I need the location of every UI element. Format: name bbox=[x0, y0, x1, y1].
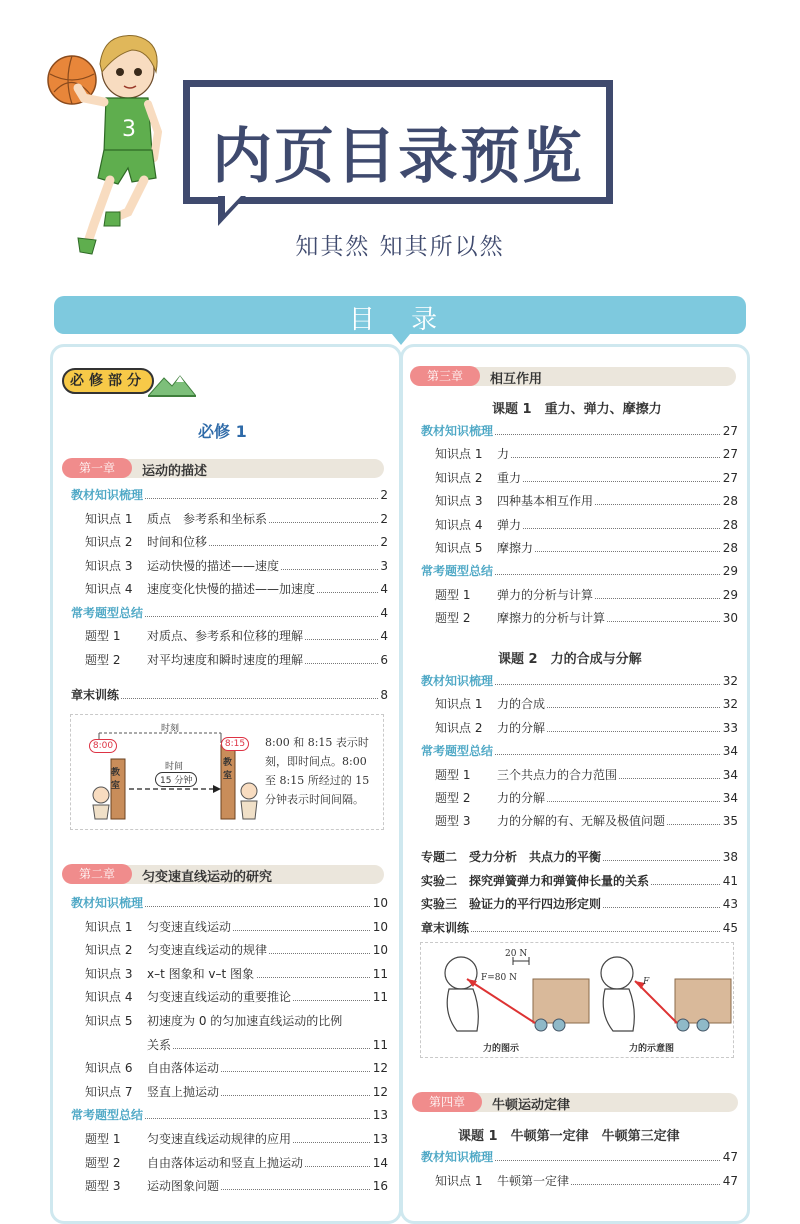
toc-entry-title: 匀变速直线运动的重要推论 bbox=[147, 990, 292, 1005]
toc-entry-label bbox=[435, 586, 595, 604]
toc-entry-label bbox=[421, 848, 603, 866]
speech-tail-inner bbox=[225, 196, 241, 213]
toc-entry-title: 教材知识梳理 bbox=[71, 896, 144, 910]
toc-entry-title: 教材知识梳理 bbox=[71, 488, 144, 502]
toc-entry-title: 运动快慢的描述——速度 bbox=[147, 558, 280, 573]
toc-entry-key: 知识点 4 bbox=[435, 517, 483, 532]
toc-entry-label bbox=[435, 812, 667, 830]
toc-entry-title: 初速度为 0 的匀加速直线运动的比例 bbox=[147, 1014, 343, 1028]
toc-page-number: 13 bbox=[372, 1132, 388, 1146]
force-scale-label: 20 N bbox=[505, 949, 528, 959]
toc-entry[interactable] bbox=[435, 492, 738, 510]
toc-entry-key: 题型 1 bbox=[435, 767, 471, 782]
toc-entry-title: 匀变速直线运动的规律 bbox=[147, 943, 268, 958]
figure-door-a: 教室 bbox=[111, 768, 121, 791]
toc-entry[interactable] bbox=[435, 445, 738, 463]
toc-entry[interactable] bbox=[85, 988, 388, 1006]
toc-entry[interactable] bbox=[85, 580, 388, 598]
toc-entry-title: 弹力的分析与计算 bbox=[497, 587, 594, 602]
toc-entry[interactable] bbox=[435, 586, 738, 604]
toc-entry-title: 实验二 探究弹簧弹力和弹簧伸长量的关系 bbox=[421, 873, 650, 888]
toc-entry-title: 教材知识梳理 bbox=[421, 424, 494, 438]
toc-page-number: 30 bbox=[722, 611, 738, 626]
toc-entry-title: 常考题型总结 bbox=[421, 564, 494, 579]
toc-entry-label bbox=[71, 604, 145, 622]
figure-explanation: 8:00 和 8:15 表示时刻，即时间点。8:00 至 8:15 所经过的 15 分钟表示时间间隔。 bbox=[265, 736, 370, 806]
chapter-name: 运动的描述 bbox=[142, 464, 208, 479]
toc-entry[interactable] bbox=[435, 812, 738, 830]
toc-entry-label bbox=[85, 941, 269, 959]
time-interval-figure bbox=[70, 714, 384, 830]
toc-section-row[interactable] bbox=[71, 894, 388, 912]
toc-entry-title: 关系 bbox=[147, 1037, 172, 1052]
volume-title: 必修 1 bbox=[198, 422, 247, 441]
toc-entry[interactable] bbox=[421, 848, 738, 866]
toc-entry-title: 竖直上抛运动 bbox=[147, 1084, 220, 1099]
toc-entry-title: 匀变速直线运动规律的应用 bbox=[147, 1132, 292, 1146]
toc-page-number: 14 bbox=[372, 1155, 388, 1170]
toc-page-number: 41 bbox=[722, 873, 738, 888]
toc-entry-title: x–t 图象和 v–t 图象 bbox=[147, 966, 255, 981]
toc-entry-label bbox=[421, 672, 495, 690]
basketball-boy-illustration bbox=[44, 28, 164, 268]
toc-page-number: 10 bbox=[372, 919, 388, 934]
toc-entry-label bbox=[421, 895, 603, 913]
figure-door-b: 教室 bbox=[223, 758, 233, 781]
toc-page-number: 2 bbox=[380, 488, 388, 502]
toc-entry-label bbox=[71, 894, 145, 912]
toc-page-number: 47 bbox=[722, 1173, 738, 1188]
toc-page-number: 11 bbox=[372, 1037, 388, 1052]
figure-time-a: 8:00 bbox=[89, 739, 117, 753]
toc-entry-label bbox=[421, 1148, 495, 1166]
toc-page-number: 28 bbox=[722, 494, 738, 509]
toc-entry-key: 题型 2 bbox=[435, 791, 471, 805]
toc-entry-key: 知识点 1 bbox=[85, 511, 133, 526]
toc-entry-key: 题型 1 bbox=[85, 1132, 121, 1146]
chapter-name: 相互作用 bbox=[490, 372, 543, 387]
toc-section-row[interactable] bbox=[71, 1106, 388, 1124]
toc-entry-label bbox=[421, 562, 495, 580]
toc-entry[interactable] bbox=[85, 557, 388, 575]
toc-entry-label bbox=[435, 719, 547, 737]
toc-page-number: 2 bbox=[380, 511, 388, 526]
toc-page-number: 34 bbox=[722, 767, 738, 782]
toc-page-number: 38 bbox=[722, 850, 738, 864]
toc-page-number: 4 bbox=[380, 582, 388, 596]
toc-entry-title: 力的合成 bbox=[497, 697, 546, 712]
toc-entry[interactable] bbox=[85, 1154, 388, 1172]
figure-label-time: 时间 bbox=[165, 762, 184, 772]
toc-page-number: 12 bbox=[372, 1061, 388, 1076]
toc-page-number: 47 bbox=[722, 1150, 738, 1164]
toc-entry-title: 四种基本相互作用 bbox=[497, 494, 594, 509]
toc-entry-label bbox=[85, 1130, 293, 1148]
toc-page-number: 27 bbox=[722, 470, 738, 485]
toc-entry[interactable] bbox=[71, 686, 388, 704]
toc-entry-title: 章末训练 bbox=[421, 920, 470, 935]
toc-entry-key: 题型 3 bbox=[435, 814, 471, 829]
topic-2-title: 课题 2 力的合成与分解 bbox=[498, 652, 642, 667]
toc-entry-key: 知识点 5 bbox=[435, 541, 483, 555]
toc-entry-title: 常考题型总结 bbox=[71, 1108, 144, 1123]
toc-entry[interactable] bbox=[435, 1172, 738, 1190]
toc-page-number: 27 bbox=[722, 447, 738, 462]
toc-page-number: 34 bbox=[722, 791, 738, 805]
chapter-tag: 第二章 bbox=[62, 864, 132, 884]
toc-entry-label bbox=[421, 742, 495, 760]
toc-entry-label bbox=[435, 695, 547, 713]
toc-entry-label bbox=[85, 918, 233, 936]
toc-entry-key: 知识点 7 bbox=[85, 1084, 133, 1099]
toc-entry-title: 牛顿第一定律 bbox=[497, 1173, 570, 1188]
toc-entry-key: 知识点 3 bbox=[85, 966, 133, 981]
toc-entry-label bbox=[85, 1177, 221, 1195]
toc-page-number: 13 bbox=[372, 1108, 388, 1123]
topic-3-title: 课题 1 牛顿第一定律 牛顿第三定律 bbox=[458, 1129, 680, 1144]
toc-entry[interactable] bbox=[85, 1130, 388, 1148]
toc-entry-key: 知识点 6 bbox=[85, 1061, 133, 1076]
toc-entry-title: 运动图象问题 bbox=[147, 1179, 220, 1194]
toc-section-row[interactable] bbox=[71, 486, 388, 504]
toc-entry-title: 自由落体运动和竖直上抛运动 bbox=[147, 1155, 304, 1170]
chapter-bar bbox=[438, 367, 736, 386]
toc-entry[interactable] bbox=[85, 533, 388, 551]
toc-entry-label bbox=[71, 1106, 145, 1124]
page-title: 内页目录预览 bbox=[212, 122, 584, 192]
figure-label-moment: 时刻 bbox=[161, 724, 180, 734]
chapter-tag: 第四章 bbox=[412, 1092, 482, 1112]
toc-entry-key: 题型 3 bbox=[85, 1179, 121, 1194]
toc-entry[interactable] bbox=[85, 1177, 388, 1195]
toc-banner-title: 目 录 bbox=[348, 305, 452, 335]
toc-page-number: 2 bbox=[380, 535, 388, 549]
chapter-3-header bbox=[410, 366, 736, 386]
chapter-1-header bbox=[62, 458, 384, 478]
toc-entry-key: 知识点 2 bbox=[85, 535, 133, 549]
toc-entry-key: 知识点 1 bbox=[435, 1173, 483, 1188]
toc-entry-label bbox=[435, 492, 595, 510]
toc-entry-title: 对质点、参考系和位移的理解 bbox=[147, 629, 304, 643]
toc-page-number: 32 bbox=[722, 697, 738, 712]
toc-entry-title: 力的分解的有、无解及极值问题 bbox=[497, 814, 666, 829]
toc-entry-title: 力的分解 bbox=[497, 720, 546, 735]
toc-entry-label bbox=[85, 557, 281, 575]
toc-entry-label bbox=[85, 988, 293, 1006]
toc-entry[interactable] bbox=[85, 1059, 388, 1077]
toc-page-number: 3 bbox=[380, 558, 388, 573]
toc-section-row[interactable] bbox=[421, 422, 738, 440]
chapter-bar bbox=[90, 459, 384, 478]
toc-entry-title: 三个共点力的合力范围 bbox=[497, 767, 618, 782]
toc-entry-title: 摩擦力的分析与计算 bbox=[497, 611, 606, 626]
toc-page-number: 28 bbox=[722, 517, 738, 532]
toc-entry-key: 知识点 1 bbox=[85, 919, 133, 934]
toc-entry-title: 对平均速度和瞬时速度的理解 bbox=[147, 652, 304, 667]
toc-entry-label bbox=[435, 539, 535, 557]
toc-page-number: 28 bbox=[722, 541, 738, 555]
toc-entry-key: 知识点 3 bbox=[85, 558, 133, 573]
chapter-name: 匀变速直线运动的研究 bbox=[142, 870, 273, 885]
toc-entry-title: 实验三 验证力的平行四边形定则 bbox=[421, 897, 602, 912]
toc-entry[interactable] bbox=[85, 918, 388, 936]
leader-dots bbox=[147, 1048, 388, 1049]
toc-entry-key: 知识点 1 bbox=[435, 447, 483, 462]
toc-entry-title: 常考题型总结 bbox=[421, 744, 494, 759]
toc-page-number: 10 bbox=[372, 896, 388, 910]
toc-entry-key: 题型 2 bbox=[435, 611, 471, 626]
toc-page-number: 16 bbox=[372, 1179, 388, 1194]
toc-entry[interactable] bbox=[421, 872, 738, 890]
toc-entry-label bbox=[85, 627, 305, 645]
toc-entry-key: 题型 2 bbox=[85, 1155, 121, 1170]
chapter-2-header bbox=[62, 864, 384, 884]
toc-entry-key: 题型 1 bbox=[85, 629, 121, 643]
toc-page-number: 11 bbox=[372, 966, 388, 981]
chapter-name: 牛顿运动定律 bbox=[492, 1098, 571, 1113]
toc-entry-key: 题型 1 bbox=[435, 587, 471, 602]
toc-entry[interactable] bbox=[435, 469, 738, 487]
toc-entry[interactable] bbox=[435, 789, 738, 807]
toc-entry-label bbox=[85, 580, 317, 598]
toc-entry[interactable] bbox=[435, 766, 738, 784]
toc-entry-label bbox=[85, 965, 256, 983]
page-subtitle: 知其然 知其所以然 bbox=[295, 234, 505, 260]
toc-entry[interactable] bbox=[85, 1012, 388, 1030]
toc-entry[interactable] bbox=[85, 510, 388, 528]
toc-page-number: 32 bbox=[722, 674, 738, 688]
toc-entry-title: 自由落体运动 bbox=[147, 1061, 220, 1076]
toc-page-number: 27 bbox=[722, 424, 738, 438]
mountain-icon bbox=[148, 372, 196, 402]
chapter-4-header bbox=[412, 1092, 738, 1112]
toc-entry-title: 匀变速直线运动 bbox=[147, 919, 232, 934]
toc-entry-label bbox=[435, 789, 547, 807]
toc-section-row[interactable] bbox=[71, 604, 388, 622]
toc-entry[interactable] bbox=[85, 627, 388, 645]
toc-entry-label bbox=[421, 422, 495, 440]
toc-entry-key: 知识点 4 bbox=[85, 582, 133, 596]
toc-entry[interactable] bbox=[85, 941, 388, 959]
toc-page-number: 35 bbox=[722, 814, 738, 829]
svg-text:3: 3 bbox=[122, 117, 136, 142]
figure-caption-force-sketch: 力的示意图 bbox=[629, 1044, 675, 1054]
toc-entry-title: 质点 参考系和坐标系 bbox=[147, 511, 268, 526]
toc-page-number: 45 bbox=[722, 920, 738, 935]
toc-entry-title: 专题二 受力分析 共点力的平衡 bbox=[421, 850, 602, 864]
toc-section-row[interactable] bbox=[421, 672, 738, 690]
toc-entry[interactable] bbox=[435, 516, 738, 534]
figure-time-b: 8:15 bbox=[221, 737, 249, 751]
figure-interval: 15 分钟 bbox=[155, 772, 197, 787]
toc-page-number: 8 bbox=[380, 688, 388, 702]
force-diagram-figure bbox=[420, 942, 734, 1058]
toc-page-number: 10 bbox=[372, 943, 388, 958]
toc-entry-label bbox=[421, 872, 651, 890]
toc-entry-label bbox=[85, 1012, 344, 1030]
force-symbol-label: F bbox=[643, 977, 650, 987]
toc-entry-title: 重力 bbox=[497, 470, 522, 485]
toc-entry[interactable] bbox=[85, 965, 388, 983]
toc-entry-label bbox=[435, 469, 523, 487]
toc-entry-label bbox=[435, 516, 523, 534]
required-section-badge: 必修部分 bbox=[62, 368, 154, 394]
toc-entry-label bbox=[71, 686, 121, 704]
toc-entry-label bbox=[435, 1172, 571, 1190]
toc-page-number: 33 bbox=[722, 720, 738, 735]
toc-entry-label bbox=[85, 651, 305, 669]
toc-page-number: 29 bbox=[722, 564, 738, 579]
toc-page-number: 34 bbox=[722, 744, 738, 759]
toc-entry-label bbox=[85, 1059, 221, 1077]
toc-entry-title: 力 bbox=[497, 447, 510, 462]
toc-entry[interactable] bbox=[85, 1083, 388, 1101]
toc-page-number: 11 bbox=[372, 990, 388, 1005]
toc-entry-title: 章末训练 bbox=[71, 688, 120, 702]
toc-entry-title: 速度变化快慢的描述——加速度 bbox=[147, 582, 316, 596]
toc-page-number: 6 bbox=[380, 652, 388, 667]
toc-entry[interactable] bbox=[147, 1036, 388, 1054]
chapter-bar bbox=[440, 1093, 738, 1112]
toc-entry-key: 知识点 2 bbox=[85, 943, 133, 958]
toc-entry-label bbox=[435, 445, 511, 463]
toc-entry-key: 知识点 3 bbox=[435, 494, 483, 509]
toc-entry-title: 常考题型总结 bbox=[71, 605, 144, 620]
toc-entry-key: 知识点 1 bbox=[435, 697, 483, 712]
toc-entry[interactable] bbox=[435, 609, 738, 627]
toc-entry[interactable] bbox=[435, 539, 738, 557]
force-value-label: F=80 N bbox=[481, 973, 517, 983]
toc-page-number: 43 bbox=[722, 897, 738, 912]
toc-entry-key: 知识点 4 bbox=[85, 990, 133, 1005]
toc-entry-title: 弹力 bbox=[497, 517, 522, 532]
toc-entry-label bbox=[85, 1083, 221, 1101]
title-speech-box bbox=[183, 80, 613, 204]
toc-entry-label bbox=[421, 919, 471, 937]
toc-entry-key: 知识点 5 bbox=[85, 1014, 133, 1028]
toc-entry-title: 教材知识梳理 bbox=[421, 674, 494, 688]
chapter-tag: 第三章 bbox=[410, 366, 480, 386]
toc-entry[interactable] bbox=[421, 895, 738, 913]
chapter-tag: 第一章 bbox=[62, 458, 132, 478]
toc-section-row[interactable] bbox=[421, 562, 738, 580]
toc-entry[interactable] bbox=[435, 719, 738, 737]
toc-page-number: 29 bbox=[722, 587, 738, 602]
toc-section-row[interactable] bbox=[421, 1148, 738, 1166]
toc-page-number: 12 bbox=[372, 1084, 388, 1099]
toc-entry-key: 知识点 2 bbox=[435, 470, 483, 485]
toc-banner bbox=[54, 296, 746, 334]
toc-entry[interactable] bbox=[435, 695, 738, 713]
toc-entry-label bbox=[147, 1036, 173, 1054]
toc-entry-label bbox=[85, 510, 269, 528]
toc-entry[interactable] bbox=[421, 919, 738, 937]
toc-entry-key: 知识点 2 bbox=[435, 720, 483, 735]
toc-entry[interactable] bbox=[85, 651, 388, 669]
toc-entry-title: 教材知识梳理 bbox=[421, 1150, 494, 1164]
banner-pointer bbox=[392, 334, 410, 345]
toc-entry-label bbox=[71, 486, 145, 504]
toc-entry-title: 时间和位移 bbox=[147, 535, 208, 549]
toc-page-number: 4 bbox=[380, 605, 388, 620]
toc-entry-key: 题型 2 bbox=[85, 652, 121, 667]
toc-entry-label bbox=[85, 1154, 305, 1172]
toc-entry-title: 摩擦力 bbox=[497, 541, 534, 555]
toc-entry-label bbox=[435, 766, 619, 784]
topic-1-title: 课题 1 重力、弹力、摩擦力 bbox=[492, 402, 662, 417]
toc-entry-label bbox=[85, 533, 209, 551]
toc-section-row[interactable] bbox=[421, 742, 738, 760]
toc-entry-title: 力的分解 bbox=[497, 791, 546, 805]
figure-caption-force-graph: 力的图示 bbox=[483, 1044, 520, 1054]
toc-entry-label bbox=[435, 609, 607, 627]
toc-page-number: 4 bbox=[380, 629, 388, 643]
